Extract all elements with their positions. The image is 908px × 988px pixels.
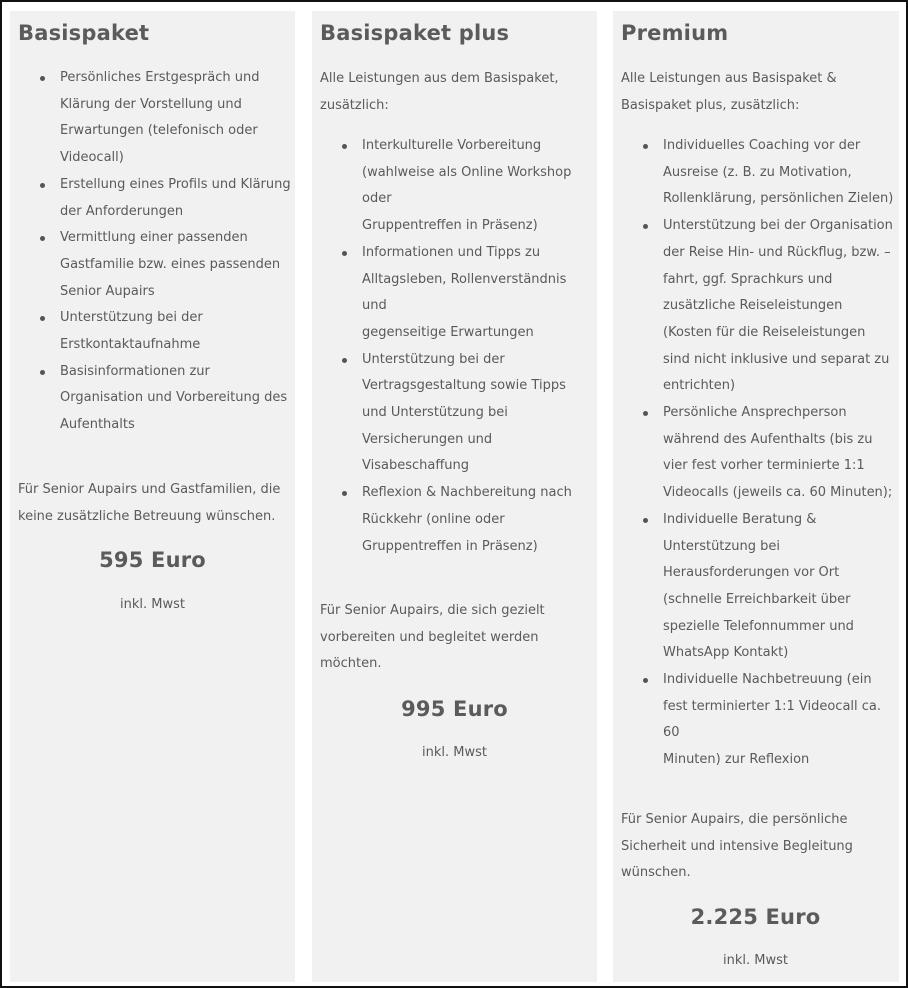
feature-item	[312, 133, 597, 240]
feature-item	[10, 225, 295, 305]
plan-tax-note: inkl. Mwst	[120, 597, 185, 612]
feature-item	[613, 400, 898, 507]
plan-tax-note: inkl. Mwst	[723, 953, 788, 968]
feature-item	[10, 65, 295, 172]
feature-item	[10, 305, 295, 358]
plan-title: Basispaket plus	[320, 21, 510, 45]
plan-price: 2.225 Euro	[690, 905, 821, 929]
feature-item	[312, 347, 597, 481]
feature-text: Interkulturelle Vorbereitung (wahlweise als Online Workshop oder Gruppentreffen in Präsenz)	[362, 138, 572, 234]
feature-text: Persönliche Ansprechperson während des Aufenthalts (bis zu vier fest vorher terminierte 1:1 Videocalls (jeweils ca. 60 Minuten);	[663, 405, 893, 501]
feature-list	[613, 133, 898, 774]
feature-text: Persönliches Erstgespräch und Klärung der Vorstellung und Erwartungen (telefonisch oder Videocall)	[60, 70, 260, 166]
plan-title: Basispaket	[18, 21, 150, 45]
feature-item	[613, 133, 898, 213]
feature-text: Erstellung eines Profils und Klärung der Anforderungen	[60, 176, 291, 219]
plan-price: 995 Euro	[401, 697, 508, 721]
plan-intro: Alle Leistungen aus dem Basispaket, zusätzlich:	[320, 71, 559, 113]
feature-item	[312, 240, 597, 347]
feature-text: Individuelle Beratung & Unterstützung bei Herausforderungen vor Ort (schnelle Erreichbarkeit über spezielle Telefonnummer und WhatsApp Kontakt)	[663, 511, 854, 661]
feature-text: Basisinformationen zur Organisation und Vorbereitung des Aufenthalts	[60, 363, 288, 433]
feature-text: Informationen und Tipps zu Alltagsleben, Rollenverständnis und gegenseitige Erwartungen	[362, 244, 567, 340]
feature-item	[312, 480, 597, 560]
feature-item	[613, 667, 898, 774]
feature-text: Individuelles Coaching vor der Ausreise (z. B. zu Motivation, Rollenklärung, persönlichen Zielen)	[663, 138, 894, 207]
plan-card-basispaket-plus	[312, 11, 597, 982]
plan-card-premium	[613, 11, 899, 982]
feature-text: Unterstützung bei der Vertragsgestaltung sowie Tipps und Unterstützung bei Versicherungen und Visabeschaffung	[362, 351, 566, 474]
plan-audience: Für Senior Aupairs und Gastfamilien, die keine zusätzliche Betreuung wünschen.	[18, 482, 281, 524]
plan-audience: Für Senior Aupairs, die persönliche Sicherheit und intensive Begleitung wünschen.	[621, 812, 853, 881]
feature-item	[613, 213, 898, 400]
feature-text: Reflexion & Nachbereitung nach Rückkehr (online oder Gruppentreffen in Präsenz)	[362, 485, 572, 554]
feature-text: Unterstützung bei der Erstkontaktaufnahme	[60, 310, 203, 353]
feature-text: Individuelle Nachbetreuung (ein fest terminierter 1:1 Videocall ca. 60 Minuten) zur Reflexion	[663, 672, 882, 768]
feature-text: Unterstützung bei der Organisation der Reise Hin- und Rückflug, bzw. – fahrt, ggf. Sprachkurs und zusätzliche Reiseleistungen (Kosten für die Reiseleistungen sind nicht inklusive und separat zu entrichten)	[663, 218, 893, 394]
feature-item	[10, 359, 295, 439]
feature-item	[10, 172, 295, 225]
plan-tax-note: inkl. Mwst	[422, 745, 487, 760]
feature-text: Vermittlung einer passenden Gastfamilie bzw. eines passenden Senior Aupairs	[60, 230, 281, 299]
plan-card-basispaket	[10, 11, 295, 982]
plan-audience: Für Senior Aupairs, die sich gezielt vorbereiten und begleitet werden möchten.	[320, 603, 545, 672]
plan-price: 595 Euro	[99, 548, 206, 572]
feature-list	[10, 65, 295, 439]
plan-intro: Alle Leistungen aus Basispaket & Basispaket plus, zusätzlich:	[621, 71, 837, 113]
feature-list	[312, 133, 597, 560]
plan-title: Premium	[621, 21, 729, 45]
feature-item	[613, 507, 898, 667]
